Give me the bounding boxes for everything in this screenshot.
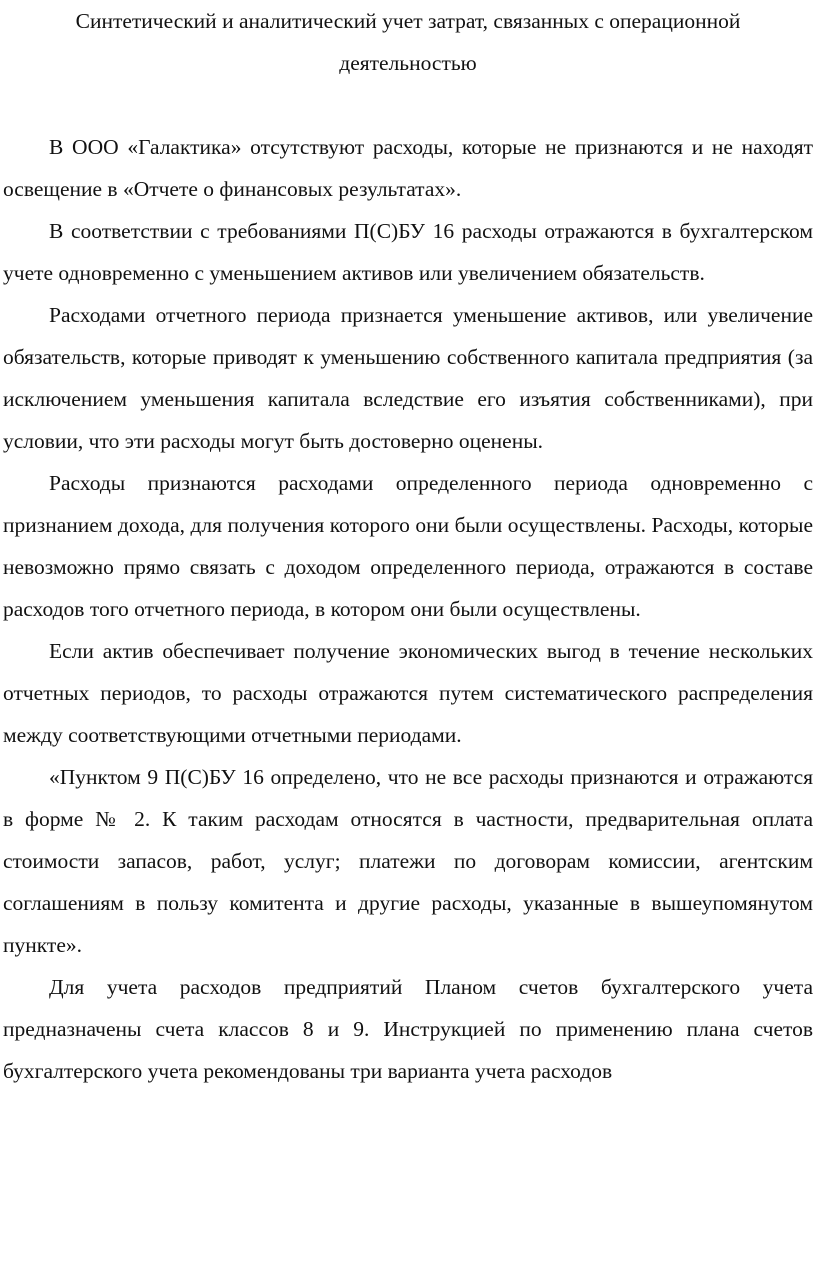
paragraph-6: «Пунктом 9 П(С)БУ 16 определено, что не все расходы признаются и отражаются в форме № 2. К таким расходам относятся в частности, предварительная оплата стоимости запасов, работ, услуг; платежи по договорам комиссии, агентским соглашениям в пользу комитента и другие расходы, указанные в вышеупомянутом пункте». (3, 765, 813, 957)
title-line-2: деятельностью (339, 51, 477, 75)
title-line-1: Синтетический и аналитический учет затрат, связанных с операционной (75, 9, 741, 33)
title-spacer (3, 84, 813, 126)
document-title (3, 0, 813, 84)
paragraph-5: Если актив обеспечивает получение экономических выгод в течение нескольких отчетных периодов, то расходы отражаются путем систематического распределения между соответствующими отчетными периодами. (3, 639, 813, 747)
paragraph-1: В ООО «Галактика» отсутствуют расходы, которые не признаются и не находят освещение в «Отчете о финансовых результатах». (3, 135, 813, 201)
paragraph-7: Для учета расходов предприятий Планом счетов бухгалтерского учета предназначены счета классов 8 и 9. Инструкцией по применению плана счетов бухгалтерского учета рекомендованы три варианта учета расходов (3, 975, 813, 1083)
paragraph-4: Расходы признаются расходами определенного периода одновременно с признанием дохода, для получения которого они были осуществлены. Расходы, которые невозможно прямо связать с доходом определенного периода, отражаются в составе расходов того отчетного периода, в котором они были осуществлены. (3, 471, 813, 621)
paragraph-2: В соответствии с требованиями П(С)БУ 16 расходы отражаются в бухгалтерском учете одновременно с уменьшением активов или увеличением обязательств. (3, 219, 813, 285)
paragraph-3: Расходами отчетного периода признается уменьшение активов, или увеличение обязательств, которые приводят к уменьшению собственного капитала предприятия (за исключением уменьшения капитала вследствие его изъятия собственниками), при условии, что эти расходы могут быть достоверно оценены. (3, 303, 813, 453)
